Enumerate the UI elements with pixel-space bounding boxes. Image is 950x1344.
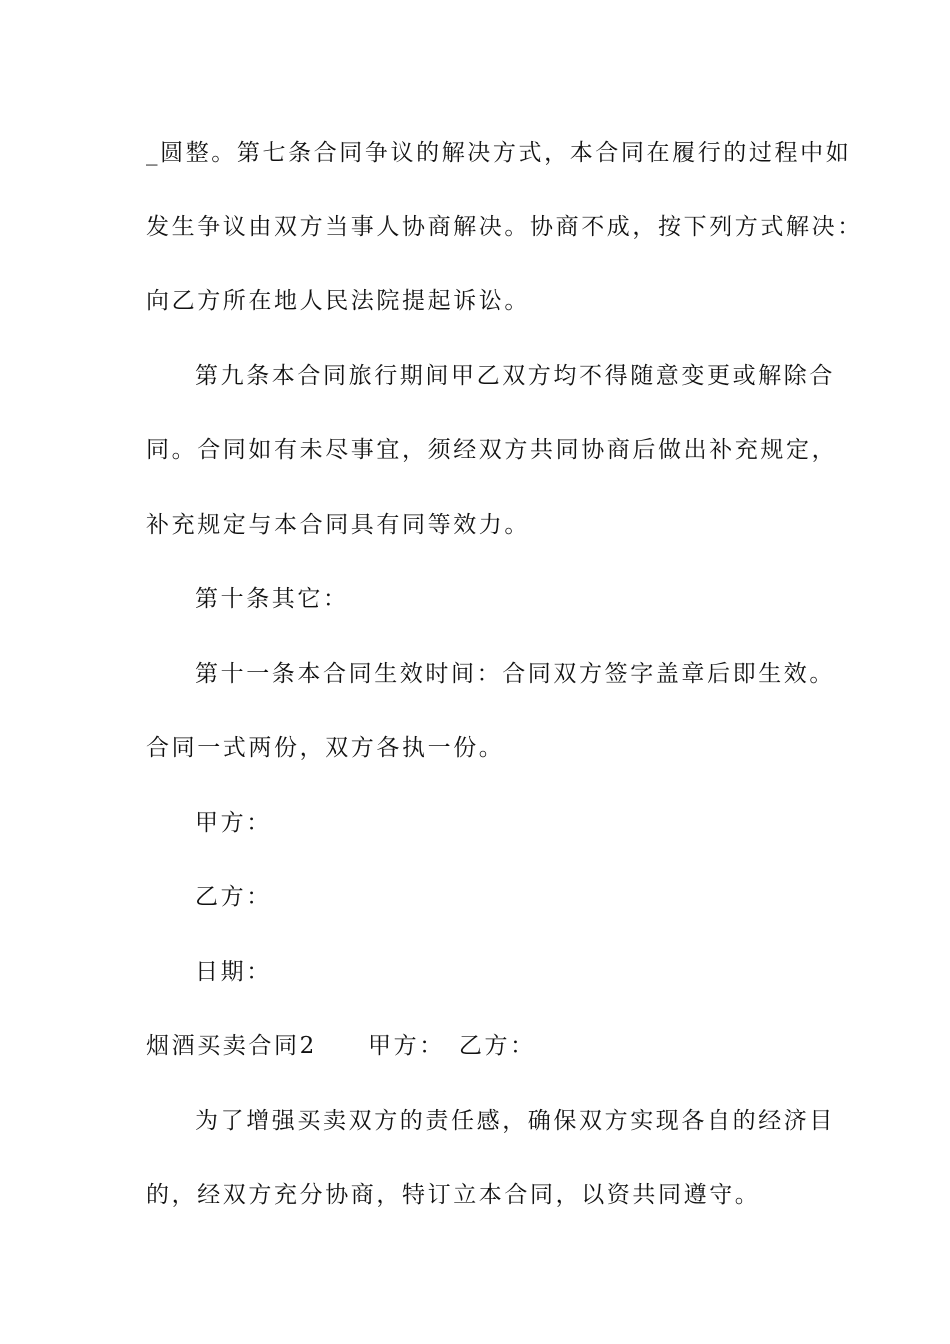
text-line: 的，经双方充分协商，特订立本合同，以资共同遵守。 [146,1182,761,1208]
contract-heading: 烟酒买卖合同2 甲方： 乙方： [146,1033,536,1059]
text-line: 发生争议由双方当事人协商解决。协商不成，按下列方式解决： [146,214,863,240]
party-b-label: 乙方： [195,884,272,910]
text-line: 向乙方所在地人民法院提起诉讼。 [146,288,530,314]
text-line: 为了增强买卖双方的责任感，确保双方实现各自的经济目 [195,1108,835,1134]
text-line: 同。合同如有未尽事宜，须经双方共同协商后做出补充规定， [146,437,838,463]
party-a-label: 甲方： [195,810,272,836]
text-line: 合同一式两份，双方各执一份。 [146,735,505,761]
text-line: 补充规定与本合同具有同等效力。 [146,512,530,538]
text-line: _圆整。第七条合同争议的解决方式，本合同在履行的过程中如 [146,140,852,166]
date-label: 日期： [195,959,272,985]
text-line: 第九条本合同旅行期间甲乙双方均不得随意变更或解除合 [195,363,835,389]
text-line: 第十一条本合同生效时间：合同双方签字盖章后即生效。 [195,661,835,687]
text-line: 第十条其它： [195,586,349,612]
